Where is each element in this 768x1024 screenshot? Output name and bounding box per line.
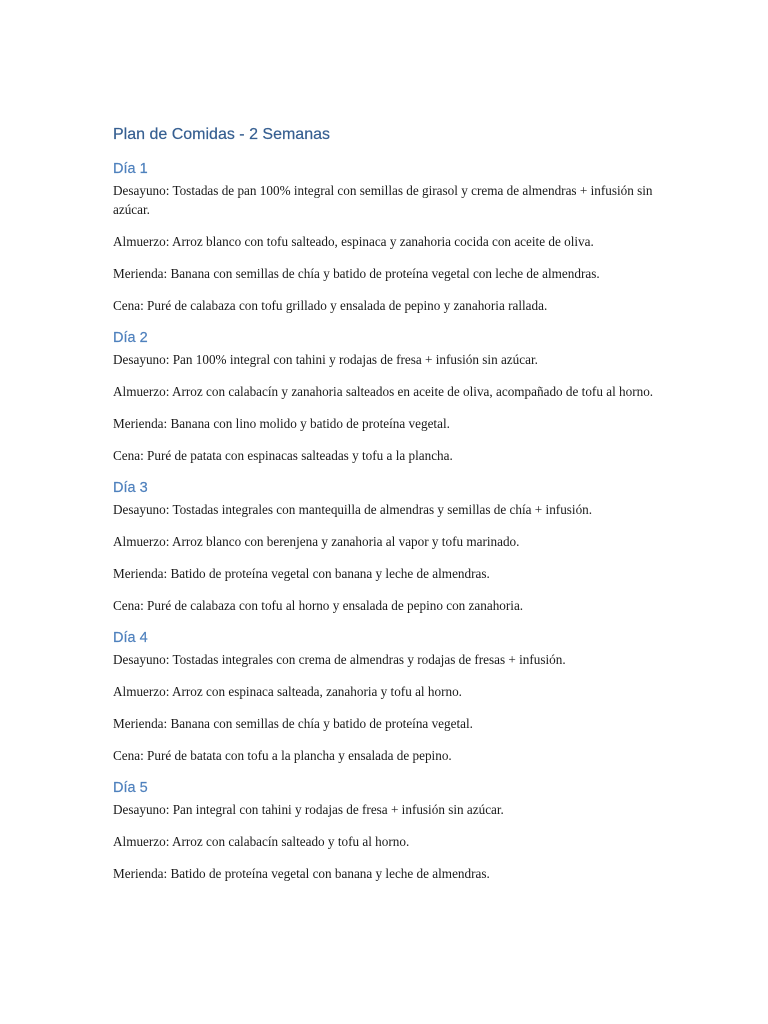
meal-almuerzo: Almuerzo: Arroz blanco con tofu salteado, espinaca y zanahoria cocida con aceite de oliva.	[113, 234, 594, 249]
meal-desayuno: Desayuno: Pan 100% integral con tahini y rodajas de fresa + infusión sin azúcar.	[113, 352, 538, 367]
meal-desayuno: Desayuno: Tostadas de pan 100% integral con semillas de girasol y crema de almendras + infusión sin azúcar.	[113, 183, 653, 217]
day-section-5	[113, 778, 673, 883]
day-heading: Día 3	[113, 480, 148, 496]
meal-merienda: Merienda: Banana con semillas de chía y batido de proteína vegetal.	[113, 716, 473, 731]
meal-desayuno: Desayuno: Tostadas integrales con crema de almendras y rodajas de fresas + infusión.	[113, 652, 566, 667]
meal-merienda: Merienda: Banana con semillas de chía y batido de proteína vegetal con leche de almendras.	[113, 266, 600, 281]
day-heading: Día 4	[113, 630, 148, 646]
day-section-2	[113, 328, 673, 465]
day-section-4	[113, 628, 673, 765]
meal-almuerzo: Almuerzo: Arroz con calabacín salteado y tofu al horno.	[113, 834, 410, 849]
meal-almuerzo: Almuerzo: Arroz blanco con berenjena y zanahoria al vapor y tofu marinado.	[113, 534, 520, 549]
meal-merienda: Merienda: Banana con lino molido y batido de proteína vegetal.	[113, 416, 450, 431]
meal-merienda: Merienda: Batido de proteína vegetal con banana y leche de almendras.	[113, 566, 490, 581]
day-heading: Día 2	[113, 330, 148, 346]
meal-cena: Cena: Puré de calabaza con tofu grillado y ensalada de pepino y zanahoria rallada.	[113, 298, 548, 313]
document-title: Plan de Comidas - 2 Semanas	[113, 126, 330, 143]
meal-cena: Cena: Puré de batata con tofu a la plancha y ensalada de pepino.	[113, 748, 452, 763]
document-page	[113, 124, 673, 896]
meal-almuerzo: Almuerzo: Arroz con calabacín y zanahoria salteados en aceite de oliva, acompañado de tofu al horno.	[113, 384, 654, 399]
meal-merienda: Merienda: Batido de proteína vegetal con banana y leche de almendras.	[113, 866, 490, 881]
day-heading: Día 1	[113, 161, 148, 177]
meal-almuerzo: Almuerzo: Arroz con espinaca salteada, zanahoria y tofu al horno.	[113, 684, 462, 699]
day-heading: Día 5	[113, 780, 148, 796]
meal-cena: Cena: Puré de patata con espinacas salteadas y tofu a la plancha.	[113, 448, 453, 463]
meal-desayuno: Desayuno: Pan integral con tahini y rodajas de fresa + infusión sin azúcar.	[113, 802, 504, 817]
day-section-3	[113, 478, 673, 615]
meal-cena: Cena: Puré de calabaza con tofu al horno y ensalada de pepino con zanahoria.	[113, 598, 524, 613]
day-section-1	[113, 159, 673, 315]
meal-desayuno: Desayuno: Tostadas integrales con mantequilla de almendras y semillas de chía + infusión.	[113, 502, 593, 517]
